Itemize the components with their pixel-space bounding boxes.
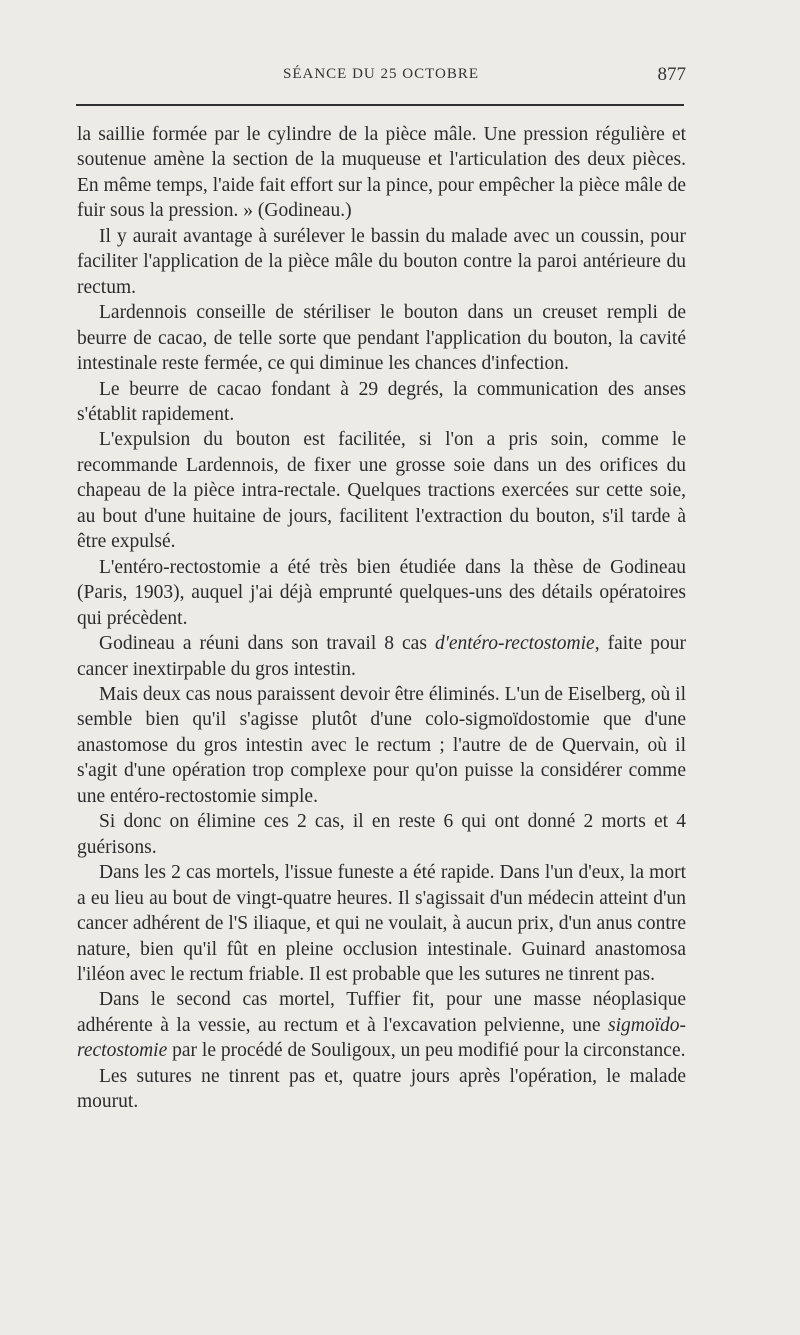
italic-term: d'entéro-rectostomie [434, 633, 595, 655]
paragraph: Lardennois conseille de stériliser le bouton dans un creuset rempli de beurre de cacao, de telle sorte que pendant l'application du bouton, la cavité intestinale reste fermée, ce qui diminue les chances d'infection. [77, 302, 686, 375]
paragraph: Les sutures ne tinrent pas et, quatre jours après l'opération, le malade mourut. [77, 1065, 686, 1113]
paragraph: L'entéro-rectostomie a été très bien étudiée dans la thèse de Godineau (Paris, 1903), auquel j'ai déjà emprunté quelques-uns des détails opératoires qui précèdent. [77, 556, 686, 629]
body-text [77, 122, 686, 1115]
paragraph: Si donc on élimine ces 2 cas, il en reste 6 qui ont donné 2 morts et 4 guérisons. [77, 811, 686, 858]
paragraph: Le beurre de cacao fondant à 29 degrés, la communication des anses s'établit rapidement. [77, 378, 686, 425]
paragraph: L'expulsion du bouton est facilitée, si l'on a pris soin, comme le recommande Lardennois, de fixer une grosse soie dans un des orifices du chapeau de la pièce intra-rectale. Quelques tractions exercées sur cette soie, au bout d'une huitaine de jours, facilitent l'extraction du bouton, s'il tarde à être expulsé. [77, 429, 686, 553]
paragraph: la saillie formée par le cylindre de la pièce mâle. Une pression régulière et soutenue amène la section de la muqueuse et l'articulation des deux pièces. En même temps, l'aide fait effort sur la pince, pour empêcher la pièce mâle de fuir sous la pression. » (Godineau.) [77, 124, 686, 222]
paragraph: Mais deux cas nous paraissent devoir être éliminés. L'un de Eiselberg, où il semble bien qu'il s'agisse plutôt d'une colo-sigmoïdostomie que d'une anastomose du gros intestin avec le rectum ; l'autre de de Quervain, où il s'agit d'une opération trop complexe pour qu'on puisse la considérer comme une entéro-rectostomie simple. [77, 683, 686, 807]
paragraph: Il y aurait avantage à surélever le bassin du malade avec un coussin, pour faciliter l'application de la pièce mâle du bouton contre la paroi antérieure du rectum. [77, 225, 686, 298]
page-header [0, 66, 800, 90]
paragraph: Godineau a réuni dans son travail 8 cas d'entéro-rectostomie, faite pour cancer inextirpable du gros intestin. [77, 633, 686, 680]
page-number: 877 [657, 64, 686, 85]
paragraph: Dans le second cas mortel, Tuffier fit, pour une masse néoplasique adhérente à la vessie, au rectum et à l'excavation pelvienne, une sigmoïdo-rectostomie par le procédé de Souligoux, un peu modifié pour la circonstance. [77, 989, 686, 1062]
paragraph: Dans les 2 cas mortels, l'issue funeste a été rapide. Dans l'un d'eux, la mort a eu lieu au bout de vingt-quatre heures. Il s'agissait d'un médecin atteint d'un cancer adhérent de l'S iliaque, et qui ne voulait, à aucun prix, d'un anus contre nature, bien qu'il fût en pleine occlusion intestinale. Guinard anastomosa l'iléon avec le rectum friable. Il est probable que les sutures ne tinrent pas. [77, 862, 686, 985]
header-rule [76, 104, 684, 106]
running-head: SÉANCE DU 25 OCTOBRE [283, 66, 479, 82]
italic-term: sigmoïdo-rectostomie [77, 1014, 686, 1062]
